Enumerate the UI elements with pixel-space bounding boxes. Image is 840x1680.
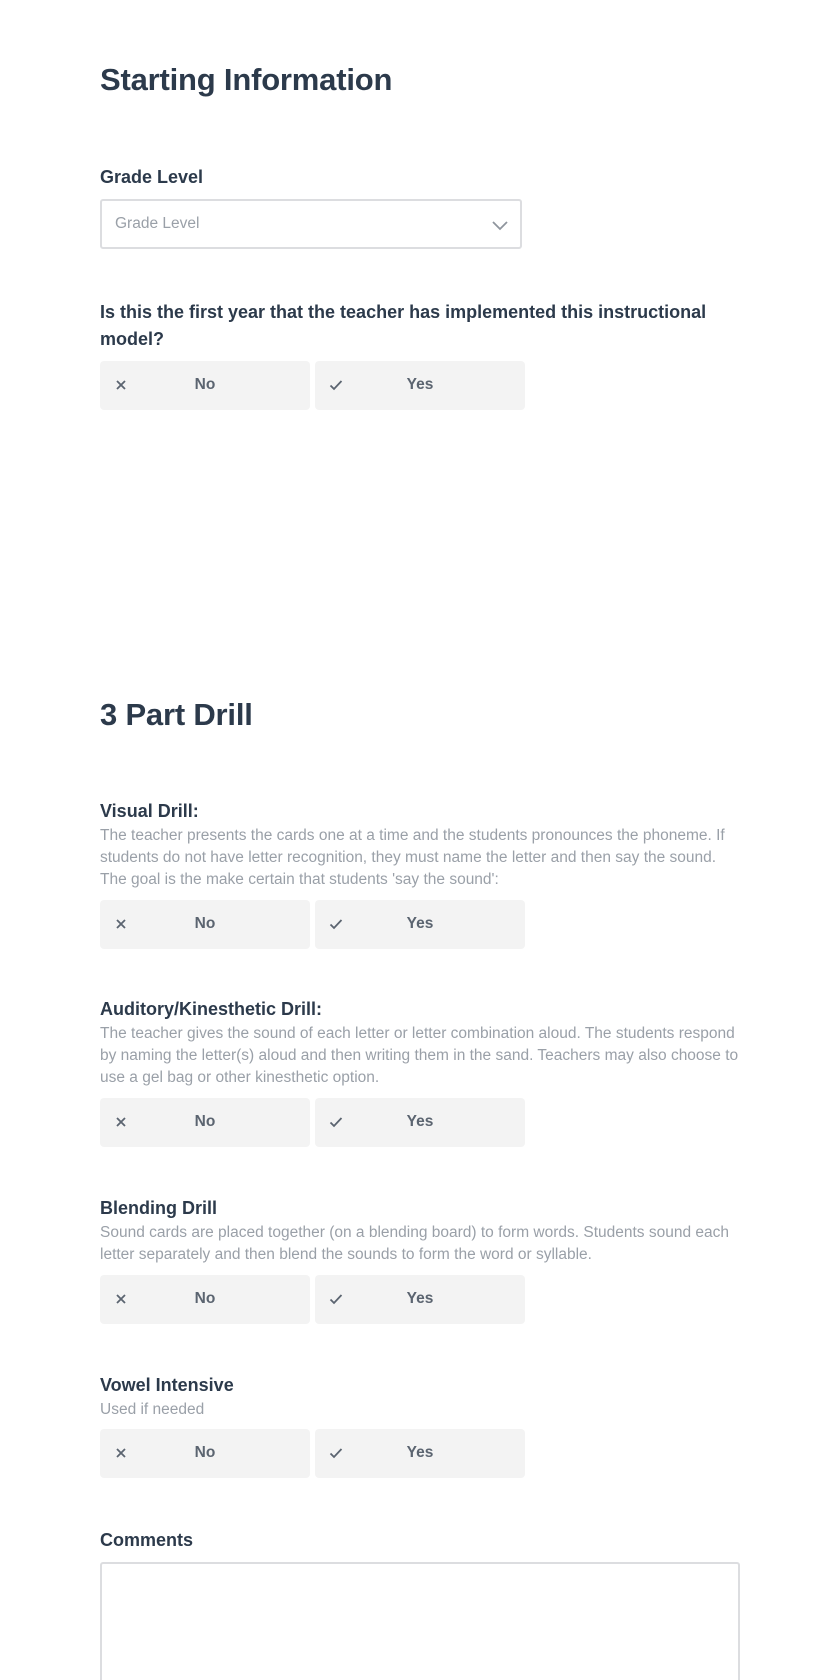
blending-drill-no-button[interactable] (100, 1275, 310, 1324)
auditory-drill-toggle (100, 1098, 526, 1147)
visual-drill-yes-button[interactable] (315, 900, 525, 949)
visual-drill-label: Visual Drill: (100, 801, 199, 821)
yes-label: Yes (406, 1444, 434, 1461)
visual-drill-no-button[interactable] (100, 900, 310, 949)
blending-drill-description: Sound cards are placed together (on a blending board) to form words. Students sound each letter separately and then blend the sounds to form the word or syllable. (100, 1224, 730, 1263)
no-label: No (194, 1290, 216, 1307)
blending-drill-toggle (100, 1275, 526, 1324)
grade-level-label: Grade Level (100, 167, 204, 187)
vowel-intensive-toggle (100, 1429, 526, 1478)
section-title-starting-information: Starting Information (100, 62, 393, 97)
no-label: No (194, 1444, 216, 1461)
section-title-3-part-drill: 3 Part Drill (100, 697, 253, 732)
auditory-drill-description: The teacher gives the sound of each letter or letter combination aloud. The students respond by naming the letter(s) aloud and then writing them in the sand. Teachers may also choose to use a gel bag or other kinesthetic option. (100, 1025, 739, 1086)
yes-label: Yes (406, 1290, 434, 1307)
first-year-question: Is this the first year that the teacher has implemented this instructional model? (100, 302, 707, 349)
vowel-intensive-description: Used if needed (100, 1401, 205, 1418)
no-label: No (194, 915, 216, 932)
auditory-drill-no-button[interactable] (100, 1098, 310, 1147)
yes-label: Yes (406, 1113, 434, 1130)
grade-level-placeholder: Grade Level (115, 215, 200, 232)
comments-label: Comments (100, 1530, 194, 1550)
first-year-toggle (100, 361, 526, 410)
first-year-no-button[interactable] (100, 361, 310, 410)
no-label: No (194, 1113, 216, 1130)
yes-label: Yes (406, 376, 434, 393)
yes-label: Yes (406, 915, 434, 932)
blending-drill-yes-button[interactable] (315, 1275, 525, 1324)
first-year-yes-button[interactable] (315, 361, 525, 410)
comments-textarea[interactable] (100, 1562, 740, 1680)
visual-drill-description: The teacher presents the cards one at a time and the students pronounces the phoneme. If students do not have letter recognition, they must name the letter and then say the sound. The goal is the make certain that students 'say the sound': (100, 827, 725, 888)
auditory-drill-label: Auditory/Kinesthetic Drill: (100, 999, 323, 1019)
no-label: No (194, 376, 216, 393)
grade-level-select[interactable] (100, 199, 522, 249)
vowel-intensive-yes-button[interactable] (315, 1429, 525, 1478)
visual-drill-toggle (100, 900, 526, 949)
vowel-intensive-no-button[interactable] (100, 1429, 310, 1478)
auditory-drill-yes-button[interactable] (315, 1098, 525, 1147)
blending-drill-label: Blending Drill (100, 1198, 217, 1218)
chevron-down-icon (491, 216, 509, 234)
vowel-intensive-label: Vowel Intensive (100, 1375, 234, 1395)
